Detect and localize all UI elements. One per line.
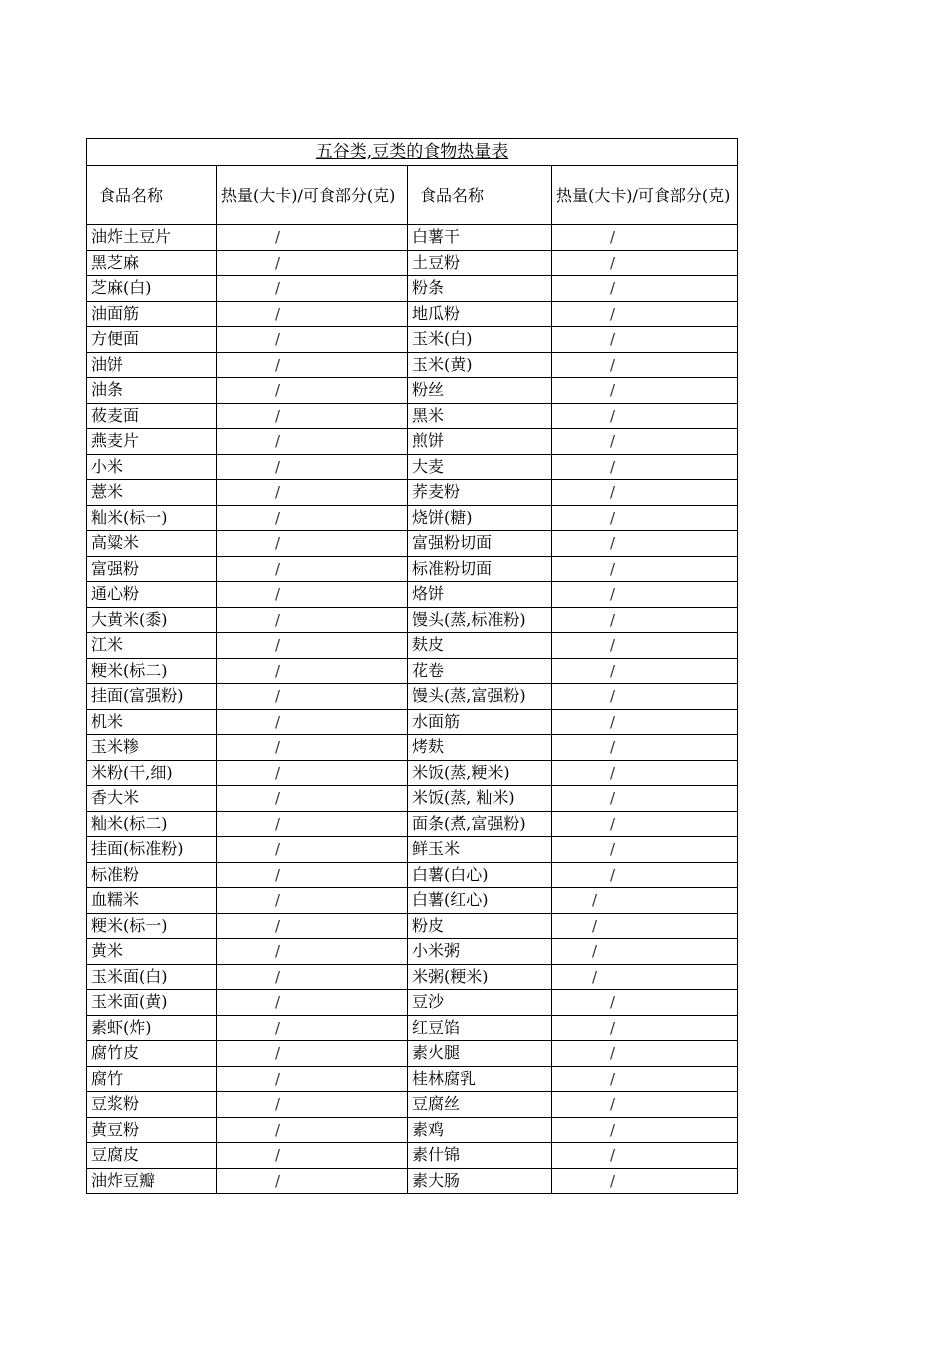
food-name-right: 粉皮 [408,913,552,939]
food-name-left: 油条 [87,378,217,404]
food-name-right: 黑米 [408,403,552,429]
table-row [87,1041,738,1067]
calorie-value-left-text: / [275,1146,281,1165]
calorie-value-right-text: / [610,457,616,476]
calorie-value-right [552,837,738,863]
food-name-left: 大黄米(黍) [87,607,217,633]
calorie-value-right-text: / [610,661,616,680]
calorie-value-left [217,1117,408,1143]
table-row [87,862,738,888]
food-name-left: 油饼 [87,352,217,378]
calorie-value-right-text: / [610,432,616,451]
calorie-value-right-text: / [610,865,616,884]
calorie-value-left [217,1015,408,1041]
food-name-right: 烤麸 [408,735,552,761]
table-row [87,888,738,914]
table-row [87,684,738,710]
calorie-value-right [552,735,738,761]
calorie-value-left-text: / [275,967,281,986]
calorie-value-left-text: / [275,228,281,247]
calorie-value-left [217,531,408,557]
table-row [87,250,738,276]
calorie-value-right [552,811,738,837]
calorie-value-right [552,378,738,404]
calorie-value-right [552,327,738,353]
calorie-value-left [217,939,408,965]
calorie-value-left-text: / [275,687,281,706]
food-name-right: 素大肠 [408,1168,552,1194]
calorie-value-left [217,352,408,378]
calorie-value-left-text: / [275,381,281,400]
calorie-value-left-text: / [275,559,281,578]
food-name-right: 大麦 [408,454,552,480]
table-row [87,1066,738,1092]
header-calorie-left: 热量(大卡)/可食部分(克) [217,166,408,225]
calorie-value-left [217,658,408,684]
calorie-value-right [552,1041,738,1067]
calorie-value-right [552,913,738,939]
calorie-table [86,138,738,1194]
food-name-left: 米粉(干,细) [87,760,217,786]
calorie-value-left [217,964,408,990]
calorie-value-right [552,760,738,786]
food-name-left: 机米 [87,709,217,735]
calorie-value-right-text: / [610,814,616,833]
calorie-value-right-text: / [610,1044,616,1063]
calorie-value-left-text: / [275,738,281,757]
calorie-value-right-text: / [592,891,598,910]
food-name-right: 素火腿 [408,1041,552,1067]
calorie-value-right [552,225,738,251]
calorie-value-right [552,454,738,480]
table-row [87,276,738,302]
calorie-value-right-text: / [610,508,616,527]
calorie-value-left-text: / [275,432,281,451]
calorie-value-left-text: / [275,942,281,961]
calorie-value-left-text: / [275,1018,281,1037]
food-name-left: 挂面(富强粉) [87,684,217,710]
food-name-right: 小米粥 [408,939,552,965]
food-name-right: 素鸡 [408,1117,552,1143]
food-name-left: 莜麦面 [87,403,217,429]
calorie-value-left-text: / [275,304,281,323]
calorie-value-right [552,505,738,531]
calorie-value-right-text: / [592,916,598,935]
table-row [87,709,738,735]
calorie-value-right-text: / [610,1171,616,1190]
calorie-value-left-text: / [275,712,281,731]
calorie-value-left-text: / [275,763,281,782]
food-name-left: 小米 [87,454,217,480]
calorie-value-left [217,1143,408,1169]
food-name-left: 玉米糁 [87,735,217,761]
calorie-value-right [552,1143,738,1169]
food-name-right: 白薯(白心) [408,862,552,888]
header-calorie-right: 热量(大卡)/可食部分(克) [552,166,738,225]
calorie-value-right [552,862,738,888]
calorie-value-left [217,913,408,939]
calorie-value-left [217,709,408,735]
food-name-right: 麸皮 [408,633,552,659]
calorie-value-right [552,786,738,812]
calorie-value-right-text: / [610,712,616,731]
calorie-value-right-text: / [610,1120,616,1139]
table-row [87,505,738,531]
calorie-value-right-text: / [610,330,616,349]
calorie-value-left [217,454,408,480]
food-name-right: 素什锦 [408,1143,552,1169]
calorie-value-right [552,964,738,990]
calorie-value-left [217,225,408,251]
calorie-value-right-text: / [592,942,598,961]
calorie-value-left [217,735,408,761]
calorie-value-left-text: / [275,865,281,884]
calorie-value-right [552,939,738,965]
food-name-right: 米粥(粳米) [408,964,552,990]
food-name-left: 富强粉 [87,556,217,582]
calorie-value-left-text: / [275,585,281,604]
food-name-left: 通心粉 [87,582,217,608]
calorie-value-right-text: / [610,789,616,808]
food-name-left: 薏米 [87,480,217,506]
calorie-value-right-text: / [610,738,616,757]
calorie-value-right [552,250,738,276]
calorie-value-right-text: / [610,559,616,578]
table-row [87,1117,738,1143]
food-name-right: 烧饼(糖) [408,505,552,531]
table-row [87,1143,738,1169]
food-name-right: 富强粉切面 [408,531,552,557]
food-name-right: 标准粉切面 [408,556,552,582]
calorie-value-left-text: / [275,1095,281,1114]
table-row [87,964,738,990]
food-name-left: 黑芝麻 [87,250,217,276]
header-row [87,166,738,225]
calorie-value-right [552,429,738,455]
calorie-value-left-text: / [275,916,281,935]
food-name-left: 粳米(标一) [87,913,217,939]
food-name-right: 豆腐丝 [408,1092,552,1118]
calorie-value-right [552,403,738,429]
calorie-value-right [552,480,738,506]
calorie-value-right-text: / [610,687,616,706]
table-title-cell [87,139,738,166]
calorie-value-left [217,403,408,429]
table-row [87,939,738,965]
calorie-value-left-text: / [275,355,281,374]
food-name-left: 豆浆粉 [87,1092,217,1118]
calorie-value-left [217,582,408,608]
calorie-value-right-text: / [610,636,616,655]
table-row [87,480,738,506]
calorie-value-left [217,250,408,276]
calorie-value-left-text: / [275,840,281,859]
calorie-value-left-text: / [275,1044,281,1063]
calorie-value-right-text: / [610,1146,616,1165]
calorie-value-left-text: / [275,1069,281,1088]
food-name-left: 高粱米 [87,531,217,557]
food-name-right: 馒头(蒸,标准粉) [408,607,552,633]
calorie-value-left-text: / [275,279,281,298]
table-row [87,760,738,786]
food-name-right: 桂林腐乳 [408,1066,552,1092]
calorie-value-left [217,607,408,633]
food-name-left: 挂面(标准粉) [87,837,217,863]
food-name-left: 腐竹皮 [87,1041,217,1067]
calorie-value-right-text: / [610,993,616,1012]
food-name-left: 油炸豆瓣 [87,1168,217,1194]
calorie-value-right-text: / [610,534,616,553]
food-name-right: 红豆馅 [408,1015,552,1041]
calorie-value-left [217,990,408,1016]
food-name-right: 鲜玉米 [408,837,552,863]
table-row [87,735,738,761]
calorie-value-left [217,1092,408,1118]
calorie-value-right-text: / [610,1018,616,1037]
calorie-value-right [552,633,738,659]
calorie-value-right-text: / [610,1095,616,1114]
food-name-left: 素虾(炸) [87,1015,217,1041]
calorie-value-right-text: / [610,253,616,272]
calorie-value-right [552,1066,738,1092]
table-row [87,301,738,327]
calorie-value-left-text: / [275,610,281,629]
table-row [87,327,738,353]
header-food-name-right: 食品名称 [408,166,552,225]
calorie-value-left [217,378,408,404]
table-row [87,556,738,582]
table-row [87,403,738,429]
calorie-value-left-text: / [275,457,281,476]
table-row [87,913,738,939]
food-name-right: 面条(煮,富强粉) [408,811,552,837]
calorie-value-right-text: / [610,355,616,374]
calorie-value-left-text: / [275,636,281,655]
food-name-left: 黄米 [87,939,217,965]
calorie-value-left-text: / [275,483,281,502]
calorie-value-right [552,582,738,608]
calorie-value-left-text: / [275,891,281,910]
table-row [87,1092,738,1118]
food-name-right: 豆沙 [408,990,552,1016]
calorie-value-left-text: / [275,993,281,1012]
food-name-right: 煎饼 [408,429,552,455]
food-name-left: 燕麦片 [87,429,217,455]
calorie-value-right-text: / [610,279,616,298]
calorie-value-right [552,684,738,710]
calorie-value-left-text: / [275,534,281,553]
calorie-value-left [217,811,408,837]
calorie-value-left-text: / [275,789,281,808]
calorie-value-right-text: / [610,610,616,629]
calorie-value-right [552,531,738,557]
table-row [87,1015,738,1041]
calorie-value-right [552,1092,738,1118]
table-row [87,786,738,812]
food-name-left: 豆腐皮 [87,1143,217,1169]
food-name-right: 米饭(蒸,粳米) [408,760,552,786]
calorie-value-right [552,276,738,302]
title-row [87,139,738,166]
calorie-value-right [552,1168,738,1194]
food-name-right: 玉米(白) [408,327,552,353]
calorie-value-right [552,658,738,684]
food-name-left: 标准粉 [87,862,217,888]
table-row [87,429,738,455]
food-name-left: 方便面 [87,327,217,353]
calorie-value-left [217,327,408,353]
calorie-value-left-text: / [275,253,281,272]
food-name-right: 玉米(黄) [408,352,552,378]
calorie-value-right [552,709,738,735]
table-row [87,582,738,608]
calorie-value-left [217,480,408,506]
food-name-left: 玉米面(黄) [87,990,217,1016]
food-name-left: 籼米(标一) [87,505,217,531]
food-name-left: 粳米(标二) [87,658,217,684]
calorie-value-left [217,1041,408,1067]
header-food-name-left: 食品名称 [87,166,217,225]
calorie-value-right-text: / [610,381,616,400]
food-name-left: 腐竹 [87,1066,217,1092]
calorie-value-right-text: / [592,967,598,986]
table-row [87,531,738,557]
table-row [87,837,738,863]
calorie-value-right [552,607,738,633]
food-name-left: 油面筋 [87,301,217,327]
calorie-value-left [217,301,408,327]
table-body [87,225,738,1194]
food-name-right: 米饭(蒸, 籼米) [408,786,552,812]
calorie-value-right-text: / [610,406,616,425]
calorie-value-left-text: / [275,508,281,527]
food-name-right: 白薯干 [408,225,552,251]
table-row [87,607,738,633]
calorie-value-left [217,429,408,455]
food-name-right: 土豆粉 [408,250,552,276]
calorie-value-right-text: / [610,1069,616,1088]
calorie-value-right [552,352,738,378]
calorie-value-left [217,1066,408,1092]
table-row [87,225,738,251]
food-name-left: 香大米 [87,786,217,812]
calorie-value-left [217,786,408,812]
calorie-value-right-text: / [610,483,616,502]
calorie-value-right-text: / [610,840,616,859]
calorie-value-left [217,837,408,863]
calorie-value-right [552,556,738,582]
food-name-right: 水面筋 [408,709,552,735]
food-name-right: 馒头(蒸,富强粉) [408,684,552,710]
table-row [87,352,738,378]
calorie-value-right [552,990,738,1016]
calorie-value-right-text: / [610,304,616,323]
calorie-value-left [217,888,408,914]
table-row [87,1168,738,1194]
calorie-value-left [217,760,408,786]
calorie-value-left [217,556,408,582]
calorie-value-left-text: / [275,814,281,833]
table-row [87,454,738,480]
food-name-left: 芝麻(白) [87,276,217,302]
food-name-left: 玉米面(白) [87,964,217,990]
calorie-value-left [217,505,408,531]
calorie-value-right [552,1117,738,1143]
food-name-left: 江米 [87,633,217,659]
calorie-value-left-text: / [275,406,281,425]
table-row [87,811,738,837]
calorie-value-left [217,1168,408,1194]
calorie-value-left [217,633,408,659]
calorie-value-left [217,276,408,302]
calorie-value-right-text: / [610,228,616,247]
food-name-right: 烙饼 [408,582,552,608]
food-name-left: 油炸土豆片 [87,225,217,251]
table-row [87,633,738,659]
food-name-right: 白薯(红心) [408,888,552,914]
food-name-right: 荞麦粉 [408,480,552,506]
calorie-value-right-text: / [610,763,616,782]
calorie-value-left-text: / [275,1120,281,1139]
table-row [87,658,738,684]
calorie-value-left-text: / [275,661,281,680]
table-title: 五谷类,豆类的食物热量表 [315,142,509,162]
calorie-value-left [217,862,408,888]
calorie-value-left-text: / [275,1171,281,1190]
calorie-value-right [552,301,738,327]
food-name-right: 粉条 [408,276,552,302]
calorie-value-right [552,1015,738,1041]
table-row [87,378,738,404]
food-name-right: 花卷 [408,658,552,684]
calorie-value-left [217,684,408,710]
calorie-table-sheet [86,138,737,1194]
food-name-right: 粉丝 [408,378,552,404]
food-name-right: 地瓜粉 [408,301,552,327]
calorie-value-right-text: / [610,585,616,604]
calorie-value-left-text: / [275,330,281,349]
calorie-value-right [552,888,738,914]
food-name-left: 籼米(标二) [87,811,217,837]
food-name-left: 血糯米 [87,888,217,914]
food-name-left: 黄豆粉 [87,1117,217,1143]
table-row [87,990,738,1016]
